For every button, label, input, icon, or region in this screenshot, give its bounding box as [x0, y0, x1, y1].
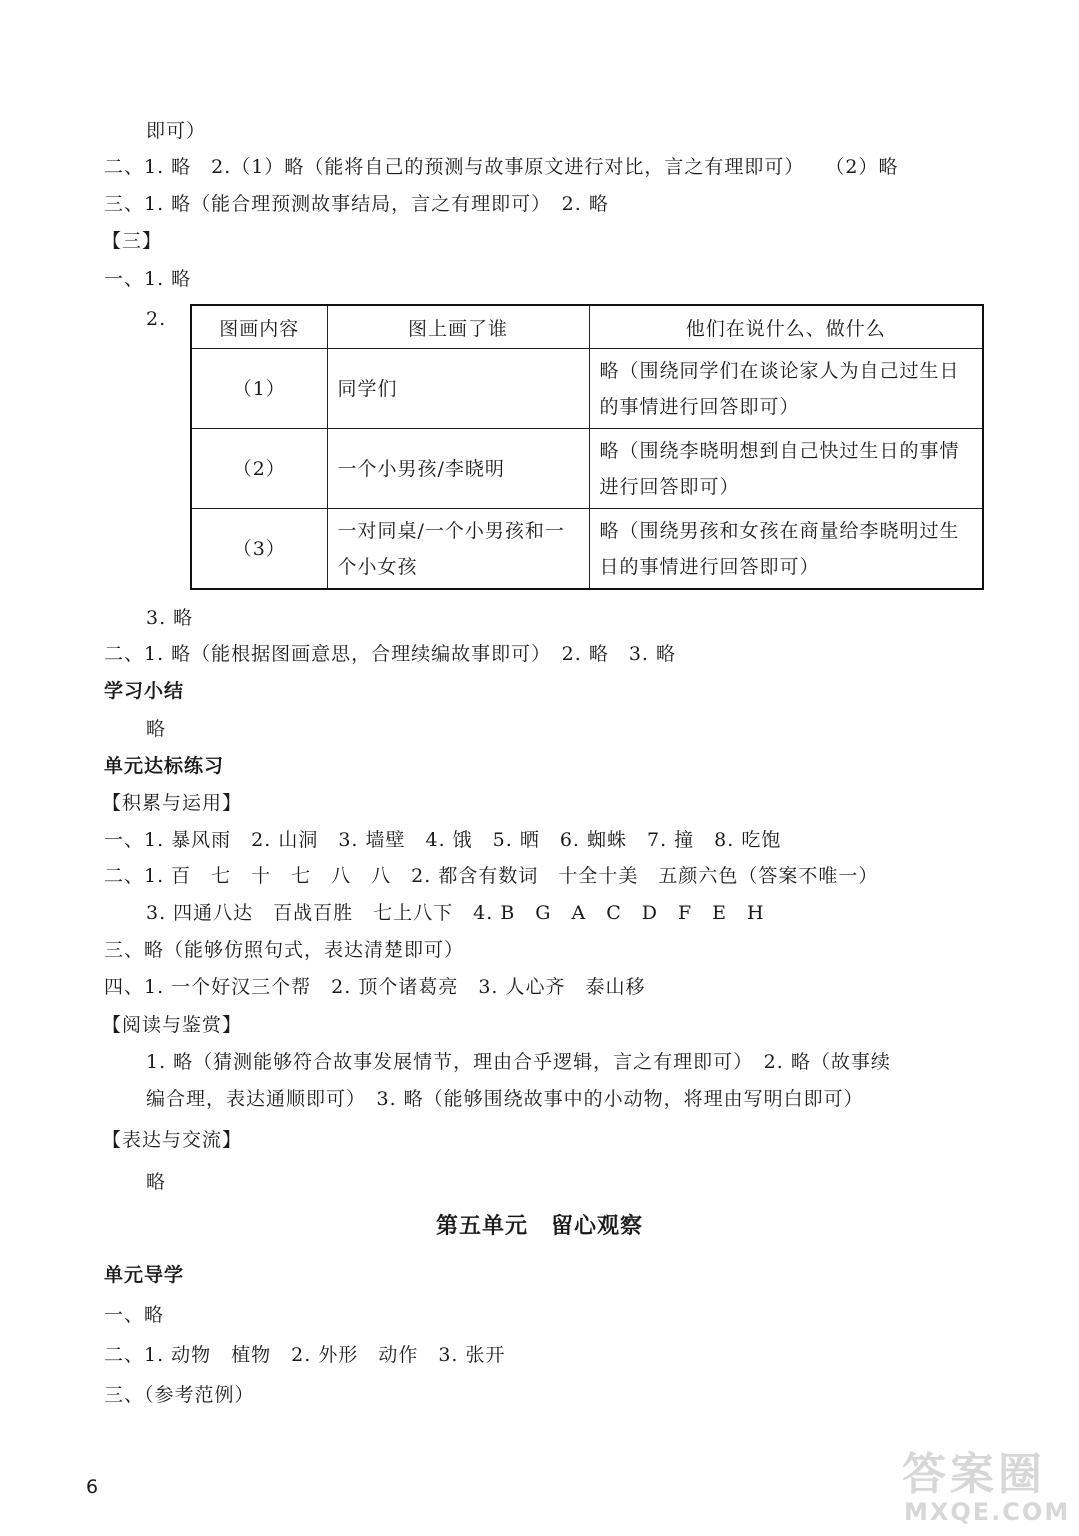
table-cell: 略（围绕李晓明想到自己快过生日的事情进行回答即可）	[589, 429, 983, 509]
watermark-logo	[858, 1448, 1073, 1530]
text-line-6: 2.	[146, 308, 167, 330]
answer-table	[190, 304, 984, 590]
table-cell: 一个小男孩/李晓明	[327, 429, 589, 509]
watermark-url: MXQE.COM	[904, 1498, 1071, 1526]
table-header-row	[191, 305, 983, 349]
text-line-25: 二、1. 动物 植物 2. 外形 动作 3. 张开	[104, 1344, 506, 1366]
text-line-5: 一、1. 略	[104, 268, 192, 290]
text-line-1: 即可）	[146, 120, 207, 142]
text-line-26: 三、（参考范例）	[104, 1384, 255, 1406]
heading-unit-guide: 单元导学	[104, 1264, 185, 1286]
heading-part-three: 【三】	[102, 230, 163, 252]
text-line-7: 3. 略	[146, 607, 194, 629]
table-header: 图画内容	[191, 305, 327, 349]
text-line-2: 二、1. 略 2.（1）略（能将自己的预测与故事原文进行对比，言之有理即可） （2）略	[104, 156, 899, 178]
text-line-17: 四、1. 一个好汉三个帮 2. 顶个诸葛亮 3. 人心齐 泰山移	[104, 976, 646, 998]
heading-expression: 【表达与交流】	[102, 1129, 243, 1151]
table-header: 图上画了谁	[327, 305, 589, 349]
section-title: 第五单元 留心观察	[435, 1214, 643, 1239]
heading-accumulation: 【积累与运用】	[102, 792, 243, 814]
table-header: 他们在说什么、做什么	[589, 305, 983, 349]
text-line-24: 一、略	[104, 1304, 165, 1326]
table-cell: （3）	[191, 509, 327, 590]
table-cell: 同学们	[327, 349, 589, 429]
table-row	[191, 349, 983, 429]
table-cell: （1）	[191, 349, 327, 429]
page-number: 6	[86, 1476, 99, 1498]
table-cell: 略（围绕同学们在谈论家人为自己过生日的事情进行回答即可）	[589, 349, 983, 429]
table-cell: 略（围绕男孩和女孩在商量给李晓明过生日的事情进行回答即可）	[589, 509, 983, 590]
text-line-14: 二、1. 百 七 十 七 八 八 2. 都含有数词 十全十美 五颜六色（答案不唯一）	[104, 865, 879, 887]
text-line-16: 三、略（能够仿照句式，表达清楚即可）	[104, 939, 465, 961]
text-line-20: 编合理，表达通顺即可） 3. 略（能够围绕故事中的小动物，将理由写明白即可）	[146, 1088, 864, 1110]
text-line-15: 3. 四通八达 百战百胜 七上八下 4. B G A C D F E H	[146, 902, 765, 924]
text-line-22: 略	[146, 1171, 167, 1193]
table-cell: （2）	[191, 429, 327, 509]
text-line-19: 1. 略（猜测能够符合故事发展情节，理由合乎逻辑，言之有理即可） 2. 略（故事续	[146, 1051, 891, 1073]
table-cell: 一对同桌/一个小男孩和一个小女孩	[327, 509, 589, 590]
table-row	[191, 509, 983, 590]
heading-reading: 【阅读与鉴赏】	[102, 1014, 243, 1036]
watermark-text: 答案圈	[902, 1449, 1046, 1500]
text-line-3: 三、1. 略（能合理预测故事结局，言之有理即可） 2. 略	[104, 193, 609, 215]
text-line-13: 一、1. 暴风雨 2. 山洞 3. 墙壁 4. 饿 5. 晒 6. 蜘蛛 7. 撞 8. 吃饱	[104, 829, 782, 851]
text-line-10: 略	[146, 718, 167, 740]
text-line-8: 二、1. 略（能根据图画意思，合理续编故事即可） 2. 略 3. 略	[104, 643, 677, 665]
heading-unit-practice: 单元达标练习	[104, 755, 225, 777]
heading-study-summary: 学习小结	[104, 680, 185, 702]
table-row	[191, 429, 983, 509]
